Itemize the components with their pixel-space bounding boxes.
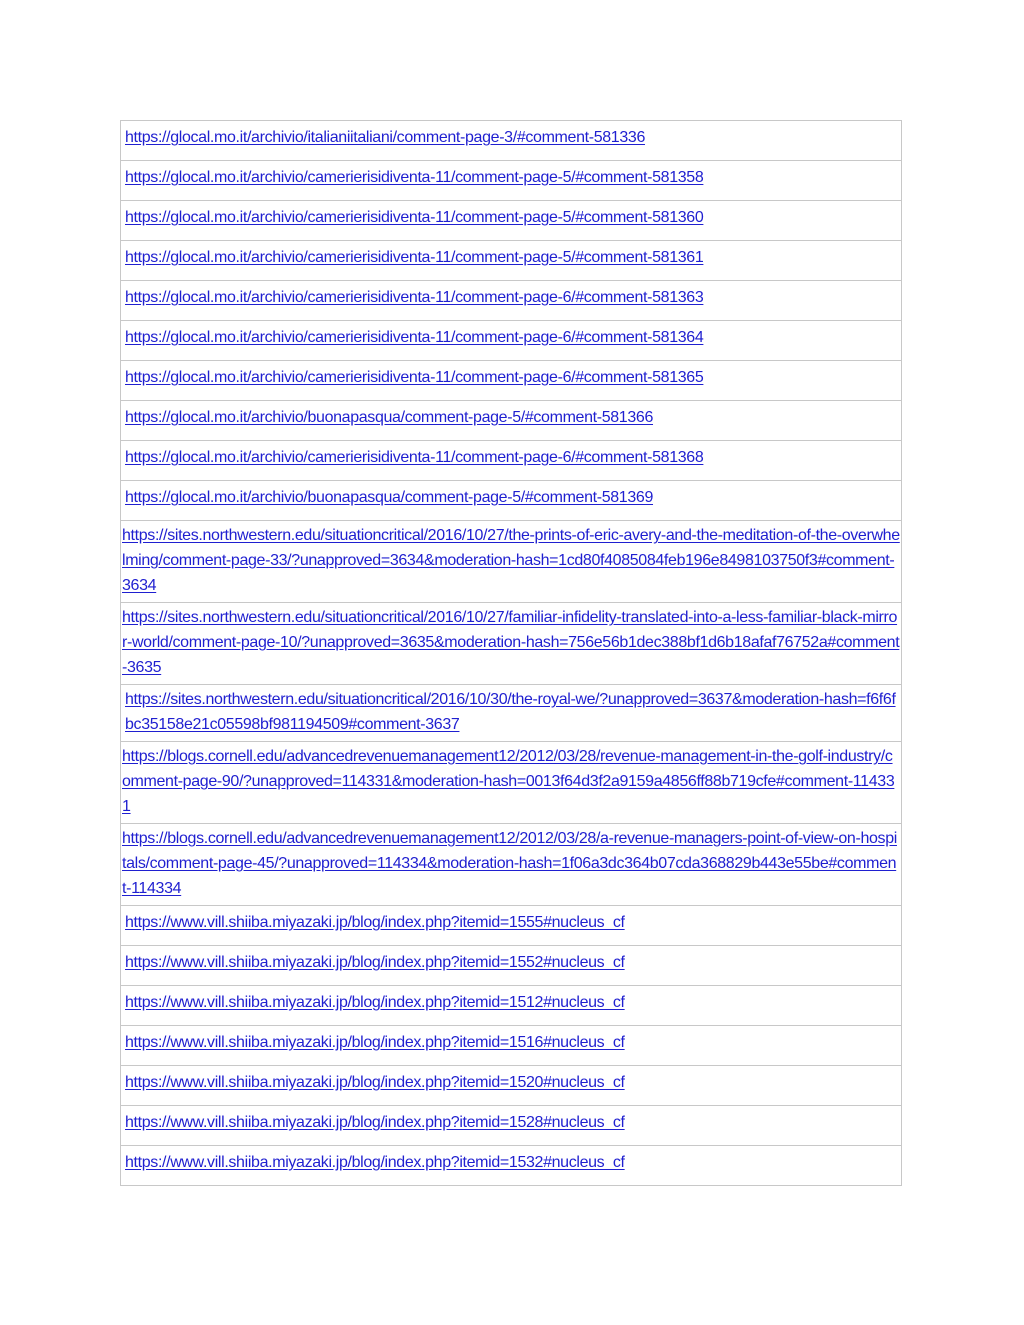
url-link[interactable]: https://glocal.mo.it/archivio/camerierisidiventa-11/comment-page-5/#comment-581358 — [125, 169, 704, 186]
url-link[interactable]: https://blogs.cornell.edu/advancedrevenuemanagement12/2012/03/28/a-revenue-managers-point-of-view-on-hospitals/comment-page-45/?unapproved=114334&moderation-hash=1f06a3dc364b07cda368829b443e55be#comment-114334 — [122, 830, 897, 897]
url-link[interactable]: https://glocal.mo.it/archivio/camerierisidiventa-11/comment-page-6/#comment-581364 — [125, 329, 704, 346]
url-link[interactable]: https://glocal.mo.it/archivio/italianiitaliani/comment-page-3/#comment-581336 — [125, 129, 645, 146]
table-row — [121, 824, 901, 906]
table-row — [121, 361, 901, 401]
table-row — [121, 161, 901, 201]
table-row — [121, 685, 901, 742]
url-link[interactable]: https://glocal.mo.it/archivio/camerierisidiventa-11/comment-page-6/#comment-581365 — [125, 369, 704, 386]
url-link[interactable]: https://www.vill.shiiba.miyazaki.jp/blog/index.php?itemid=1512#nucleus_cf — [125, 994, 625, 1011]
table-row — [121, 281, 901, 321]
url-link[interactable]: https://www.vill.shiiba.miyazaki.jp/blog/index.php?itemid=1532#nucleus_cf — [125, 1154, 625, 1171]
url-link[interactable]: https://sites.northwestern.edu/situationcritical/2016/10/27/the-prints-of-eric-avery-and-the-meditation-of-the-overwhelming/comment-page-33/?unapproved=3634&moderation-hash=1cd80f4085084feb196e8498103750f3#comment-3634 — [122, 527, 900, 594]
table-row — [121, 1066, 901, 1106]
table-row — [121, 481, 901, 521]
url-link[interactable]: https://www.vill.shiiba.miyazaki.jp/blog/index.php?itemid=1555#nucleus_cf — [125, 914, 625, 931]
url-link[interactable]: https://glocal.mo.it/archivio/camerierisidiventa-11/comment-page-5/#comment-581360 — [125, 209, 704, 226]
url-link[interactable]: https://www.vill.shiiba.miyazaki.jp/blog/index.php?itemid=1516#nucleus_cf — [125, 1034, 625, 1051]
table-row — [121, 906, 901, 946]
url-link[interactable]: https://sites.northwestern.edu/situationcritical/2016/10/30/the-royal-we/?unapproved=3637&moderation-hash=f6f6fbc35158e21c05598bf981194509#comment-3637 — [125, 691, 896, 733]
url-link[interactable]: https://glocal.mo.it/archivio/buonapasqua/comment-page-5/#comment-581369 — [125, 489, 654, 506]
url-link[interactable]: https://glocal.mo.it/archivio/camerierisidiventa-11/comment-page-6/#comment-581368 — [125, 449, 704, 466]
table-row — [121, 946, 901, 986]
table-row — [121, 241, 901, 281]
table-row — [121, 321, 901, 361]
url-link[interactable]: https://glocal.mo.it/archivio/camerierisidiventa-11/comment-page-5/#comment-581361 — [125, 249, 704, 266]
table-row — [121, 401, 901, 441]
table-row — [121, 1146, 901, 1185]
table-row — [121, 201, 901, 241]
url-link[interactable]: https://glocal.mo.it/archivio/camerierisidiventa-11/comment-page-6/#comment-581363 — [125, 289, 704, 306]
url-link[interactable]: https://blogs.cornell.edu/advancedrevenuemanagement12/2012/03/28/revenue-management-in-the-golf-industry/comment-page-90/?unapproved=114331&moderation-hash=0013f64d3f2a9159a4856ff88b719cfe#comment-114331 — [122, 748, 895, 815]
table-row — [121, 603, 901, 685]
url-link[interactable]: https://www.vill.shiiba.miyazaki.jp/blog/index.php?itemid=1552#nucleus_cf — [125, 954, 625, 971]
url-link[interactable]: https://www.vill.shiiba.miyazaki.jp/blog/index.php?itemid=1528#nucleus_cf — [125, 1114, 625, 1131]
table-row — [121, 1106, 901, 1146]
url-link[interactable]: https://glocal.mo.it/archivio/buonapasqua/comment-page-5/#comment-581366 — [125, 409, 654, 426]
url-link[interactable]: https://www.vill.shiiba.miyazaki.jp/blog/index.php?itemid=1520#nucleus_cf — [125, 1074, 625, 1091]
link-table — [120, 120, 902, 1186]
table-row — [121, 1026, 901, 1066]
table-row — [121, 742, 901, 824]
url-link[interactable]: https://sites.northwestern.edu/situationcritical/2016/10/27/familiar-infidelity-translated-into-a-less-familiar-black-mirror-world/comment-page-10/?unapproved=3635&moderation-hash=756e56b1dec388bf1d6b18afaf76752a#comment-3635 — [122, 609, 900, 676]
table-row — [121, 441, 901, 481]
table-row — [121, 521, 901, 603]
table-row — [121, 986, 901, 1026]
table-row — [121, 121, 901, 161]
